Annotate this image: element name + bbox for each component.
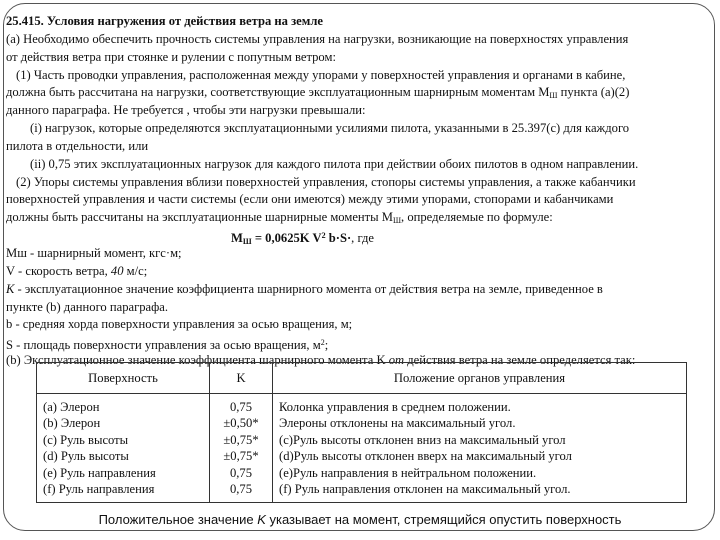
- formula-part: , где: [351, 231, 375, 246]
- formula-sup: 2: [321, 231, 326, 241]
- table-cell: (b) Элерон: [43, 416, 101, 431]
- table-cell: Колонка управления в среднем положении.: [279, 400, 511, 414]
- text: пункта (a)(2): [560, 85, 630, 100]
- table-cell: (e)Руль направления в нейтральном положении.: [279, 465, 537, 480]
- table-cell: (d)Руль высоты отклонен вверх на максимальный угол: [279, 449, 572, 464]
- definition-b: b - средняя хорда поверхности управления за осью вращения, м;: [6, 317, 353, 332]
- paragraph-line: (a) Необходимо обеспечить прочность системы управления на нагрузки, возникающие на поверхностях управления: [6, 31, 629, 46]
- text: V - скорость ветра,: [6, 263, 111, 278]
- subscript: Ш: [392, 216, 402, 226]
- definition-k: [6, 281, 718, 299]
- position-column: [273, 394, 687, 503]
- k-table: [36, 362, 687, 503]
- surface-column: [37, 394, 210, 503]
- definition-v: [6, 263, 718, 281]
- text: от: [388, 353, 405, 368]
- formula: [6, 227, 718, 245]
- k-column: [210, 394, 273, 503]
- text: м/с;: [123, 263, 148, 278]
- text: должна быть рассчитана на нагрузки, соответствующие эксплуатационным шарнирным моментам M: [6, 85, 550, 100]
- text: должны быть рассчитаны на эксплуатационные шарнирные моменты M: [6, 210, 393, 225]
- table-cell: (a) Элерон: [43, 400, 100, 414]
- definition-k-cont: пункте (b) данного параграфа.: [6, 299, 169, 314]
- header-position: Положение органов управления: [273, 363, 687, 394]
- table-cell: (c) Руль высоты: [43, 432, 129, 447]
- header-surface: Поверхность: [37, 363, 210, 394]
- formula-part: b·S·: [325, 231, 352, 246]
- table-body: [37, 394, 687, 503]
- paragraph-line: (i) нагрузок, которые определяются эксплуатационными усилиями пилота, указанными в 25.397(c) для каждого: [30, 121, 630, 136]
- definition-msh: Мш - шарнирный момент, кгс·м;: [6, 245, 182, 260]
- subscript: Ш: [549, 91, 558, 101]
- paragraph-line: поверхностей управления и части системы (если они имеются) между этими упорами, стопорами и кабанчиками: [6, 192, 614, 207]
- text: , определяемые по формуле:: [401, 210, 553, 225]
- paragraph-line: (ii) 0,75 этих эксплуатационных нагрузок для каждого пилота при действии обоих пилотов в одном направлении.: [30, 156, 639, 171]
- text: 40: [110, 263, 124, 278]
- header-k: K: [210, 363, 273, 394]
- table-cell: (f) Руль направления отклонен на максимальный угол.: [279, 482, 571, 497]
- table-header-row: [37, 363, 687, 394]
- text: ;: [324, 338, 329, 353]
- table-cell: (e) Руль направления: [43, 465, 156, 480]
- table-cell: ±0,50*: [223, 416, 259, 431]
- paragraph-line: [6, 209, 718, 227]
- table-cell: 0,75: [229, 482, 253, 497]
- paragraph-line: [6, 84, 718, 102]
- table-cell: Элероны отклонены на максимальный угол.: [279, 416, 516, 431]
- text: S - площадь поверхности управления за осью вращения, м: [6, 338, 321, 353]
- document-body: [6, 13, 718, 370]
- footnote: [0, 512, 720, 527]
- paragraph-line: данного параграфа. Не требуется , чтобы эти нагрузки превышали:: [6, 103, 366, 118]
- text: K: [6, 281, 15, 296]
- table-cell: (c)Руль высоты отклонен вниз на максимальный угол: [279, 432, 566, 447]
- table-cell: ±0,75*: [223, 432, 259, 447]
- definition-s: [6, 334, 718, 352]
- table-cell: ±0,75*: [223, 449, 259, 464]
- formula-part: M: [231, 231, 243, 246]
- table-cell: 0,75: [229, 400, 253, 414]
- table-cell: (d) Руль высоты: [43, 449, 129, 464]
- formula-sub: Ш: [242, 237, 252, 247]
- section-title: 25.415. Условия нагружения от действия ветра на земле: [6, 14, 323, 28]
- paragraph-line: (2) Упоры системы управления вблизи поверхностей управления, стопоры системы управления, а также кабанчики: [16, 174, 636, 189]
- text: K: [257, 512, 266, 527]
- paragraph-line: от действия ветра при стоянке и рулении с попутным ветром:: [6, 49, 336, 64]
- text: указывает на момент, стремящийся опустить поверхность: [265, 512, 622, 527]
- table-cell: 0,75: [229, 465, 253, 480]
- paragraph-line: пилота в отдельности, или: [6, 138, 149, 153]
- text: Положительное значение: [98, 512, 258, 527]
- text: - эксплуатационное значение коэффициента шарнирного момента от действия ветра на земле, приведенное в: [14, 281, 603, 296]
- text: 2: [320, 338, 325, 348]
- table-cell: (f) Руль направления: [43, 482, 155, 497]
- formula-part: = 0,0625K V: [251, 231, 322, 246]
- paragraph-line: (1) Часть проводки управления, расположенная между упорами у поверхностей управления и органами в кабине,: [16, 67, 626, 82]
- text: (b) Эксплуатационное значение коэффициента шарнирного момента K: [6, 353, 389, 368]
- text: действия ветра на земле определяется так:: [404, 353, 636, 368]
